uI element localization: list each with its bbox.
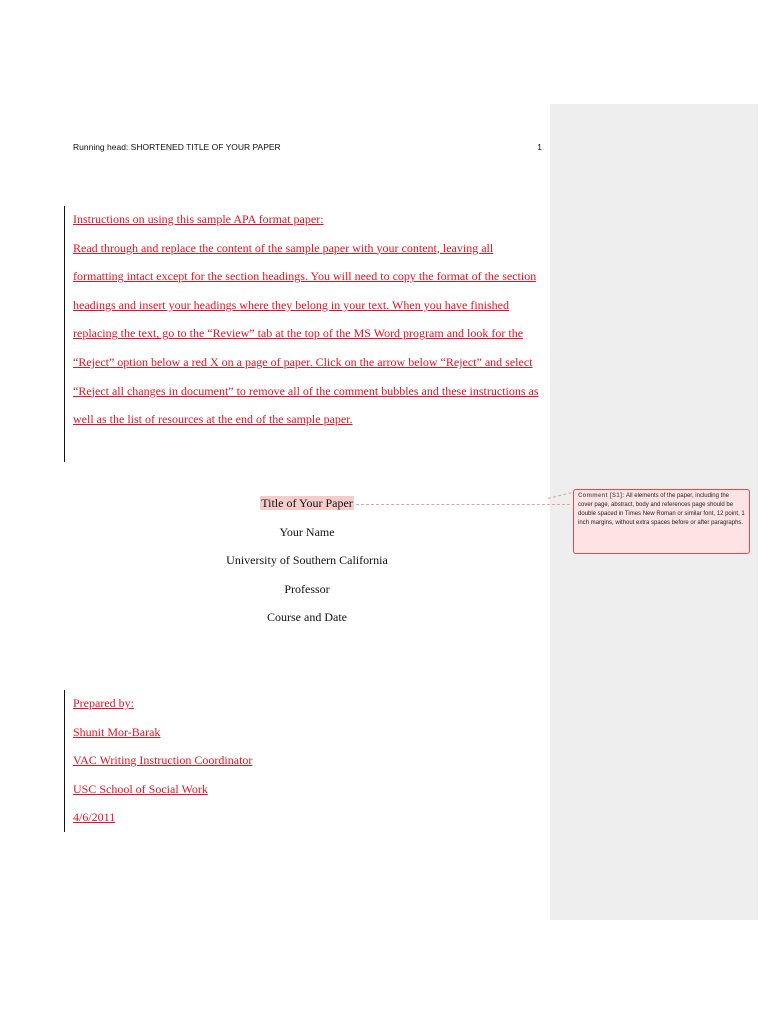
instruction-line: well as the list of resources at the end of the sample paper.: [73, 412, 353, 427]
instructions-block[interactable]: [73, 205, 545, 434]
comment-bubble[interactable]: [573, 489, 750, 554]
prepared-by-block[interactable]: [73, 689, 373, 832]
comment-tag: Comment [S1]:: [578, 493, 625, 499]
instruction-line: “Reject” option below a red X on a page of paper. Click on the arrow below “Reject” and select: [73, 354, 533, 369]
institution: University of Southern California: [226, 553, 388, 567]
professor: Professor: [284, 581, 330, 596]
comment-text: All elements of the paper, including the cover page, abstract, body and references page should be double spaced in Times New Roman or similar font, 12 point, 1 inch margins, without extra spaces before or after paragraphs.: [578, 493, 745, 526]
title-block: [170, 489, 444, 632]
prepared-date: 4/6/2011: [73, 810, 116, 824]
comment-connector: [356, 504, 570, 505]
change-bar: [64, 690, 65, 832]
paper-title[interactable]: Title of Your Paper: [261, 496, 353, 510]
instruction-line: headings and insert your headings where they belong in your text. When you have finished: [73, 297, 510, 312]
course-date: Course and Date: [267, 610, 347, 624]
instruction-line: Read through and replace the content of the sample paper with your content, leaving all: [73, 240, 494, 255]
instruction-line: formatting intact except for the section headings. You will need to copy the format of the section: [73, 269, 537, 284]
instruction-line: Instructions on using this sample APA format paper:: [73, 212, 324, 226]
instruction-line: replacing the text, go to the “Review” tab at the top of the MS Word program and look for the: [73, 326, 524, 341]
running-head: [73, 142, 543, 152]
running-head-text: Running head: SHORTENED TITLE OF YOUR PAPER: [73, 142, 281, 152]
author-name: Your Name: [279, 524, 335, 539]
page-number: 1: [537, 142, 542, 152]
change-bar: [64, 206, 65, 462]
preparer-name: Shunit Mor-Barak: [73, 724, 161, 739]
preparer-school: USC School of Social Work: [73, 781, 208, 796]
preparer-role: VAC Writing Instruction Coordinator: [73, 753, 253, 767]
instruction-line: “Reject all changes in document” to remove all of the comment bubbles and these instructions as: [73, 383, 539, 398]
prepared-label: Prepared by:: [73, 696, 134, 710]
